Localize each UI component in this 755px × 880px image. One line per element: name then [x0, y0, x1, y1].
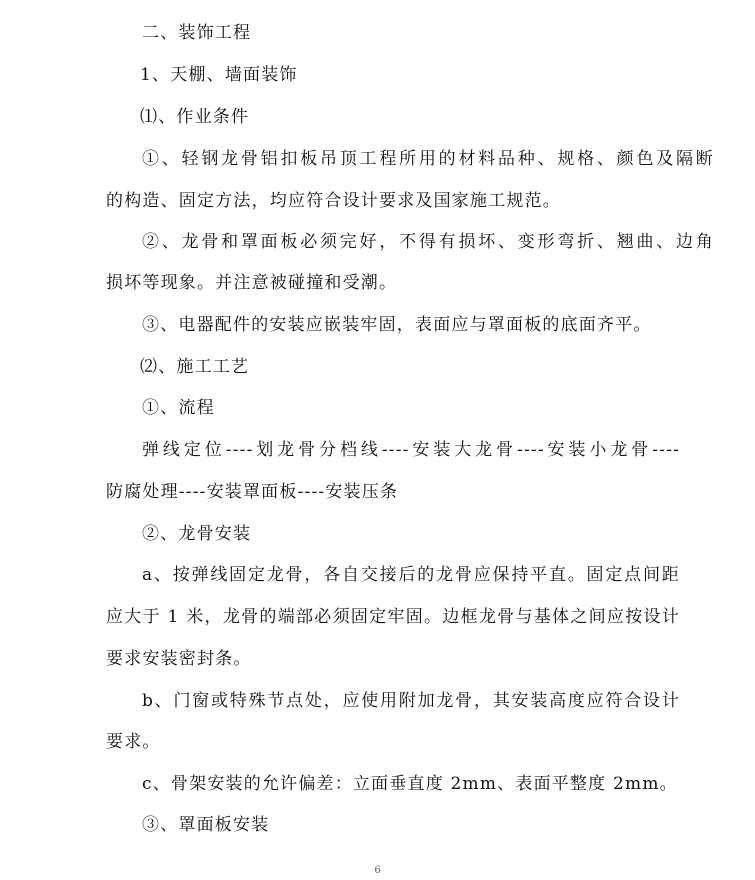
- item-heading-process: ⑵、施工工艺: [140, 357, 250, 377]
- subitem-heading-flow: ①、流程: [142, 398, 215, 418]
- paragraph-line: c、骨架安装的允许偏差：立面垂直度 2mm、表面平整度 2mm。: [142, 774, 678, 794]
- paragraph-line: 损坏等现象。并注意被碰撞和受潮。: [106, 273, 398, 293]
- paragraph-line: b、门窗或特殊节点处，应使用附加龙骨，其安装高度应符合设计: [142, 691, 680, 711]
- subitem-heading-keel: ②、龙骨安装: [142, 524, 252, 544]
- subsection-heading: 1、天棚、墙面装饰: [140, 65, 298, 85]
- paragraph-line: ③、电器配件的安装应嵌装牢固，表面应与罩面板的底面齐平。: [142, 315, 652, 335]
- paragraph-line: 的构造、固定方法，均应符合设计要求及国家施工规范。: [106, 191, 561, 211]
- section-heading: 二、装饰工程: [142, 23, 252, 43]
- paragraph-line: ②、龙骨和罩面板必须完好，不得有损坏、变形弯折、翘曲、边角: [142, 232, 714, 252]
- subitem-heading-panel: ③、罩面板安装: [142, 815, 270, 835]
- paragraph-line: 要求安装密封条。: [106, 649, 252, 669]
- paragraph-line: 要求。: [106, 732, 161, 752]
- paragraph-line: ①、轻钢龙骨铝扣板吊顶工程所用的材料品种、规格、颜色及隔断: [142, 149, 714, 169]
- item-heading-conditions: ⑴、作业条件: [140, 107, 250, 127]
- paragraph-line: 应大于 1 米，龙骨的端部必须固定牢固。边框龙骨与基体之间应按设计: [106, 607, 680, 627]
- page-number: 6: [374, 865, 381, 876]
- flow-line: 防腐处理----安装罩面板----安装压条: [106, 482, 399, 502]
- flow-line: 弹线定位----划龙骨分档线----安装大龙骨----安装小龙骨----: [142, 440, 680, 460]
- paragraph-line: a、按弹线固定龙骨，各自交接后的龙骨应保持平直。固定点间距: [142, 565, 680, 585]
